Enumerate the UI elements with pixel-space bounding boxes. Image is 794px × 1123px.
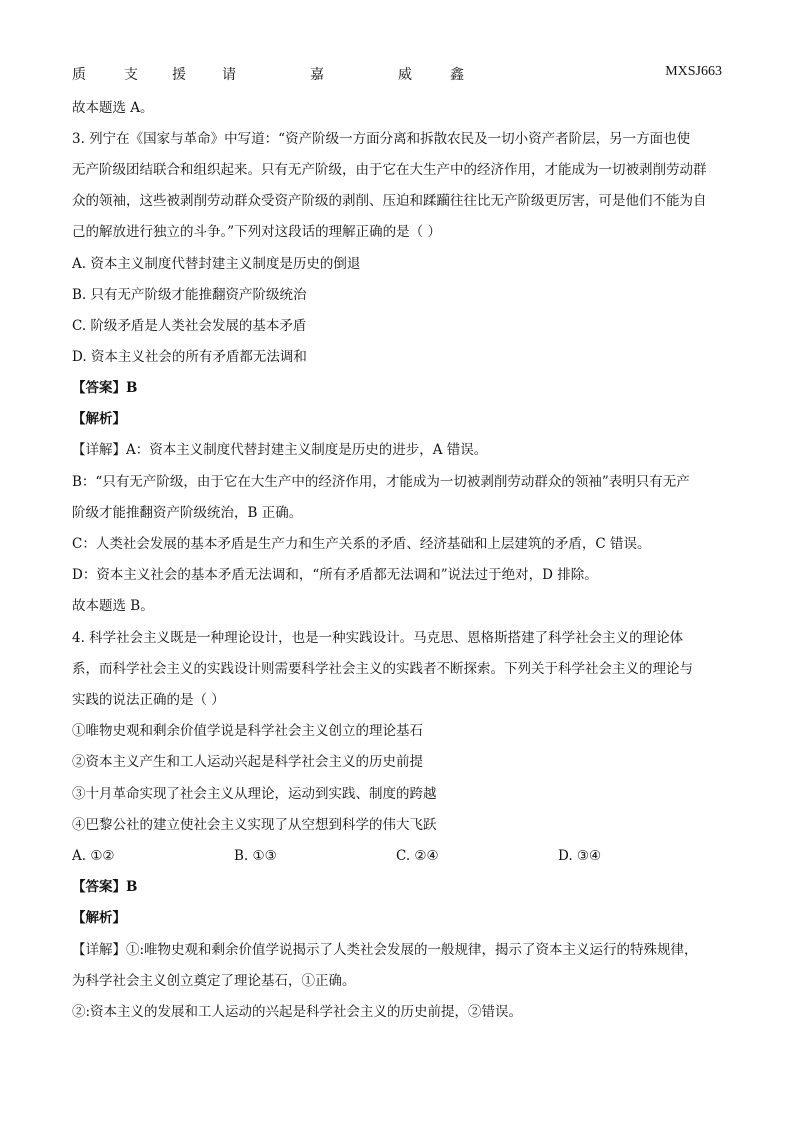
explanation-line: 【详解】A：资本主义制度代替封建主义制度是历史的进步，A 错误。 xyxy=(72,442,488,458)
header-char: 请 xyxy=(222,67,236,83)
text-line: 实践的说法正确的是（ ） xyxy=(72,692,225,708)
analysis-label: 【解析】 xyxy=(72,910,126,926)
choice-d: D. ③④ xyxy=(558,848,602,864)
question-4-line: 4. 科学社会主义既是一种理论设计，也是一种实践设计。马克思、恩格斯搭建了科学社会主义的理论体 xyxy=(72,630,684,646)
text-line: 故本题选 A。 xyxy=(72,100,154,116)
statement-4: ④巴黎公社的建立使社会主义实现了从空想到科学的伟大飞跃 xyxy=(72,817,437,833)
question-3-line: 3. 列宁在《国家与革命》中写道：“资产阶级一方面分离和拆散农民及一切小资产者阶层，另一方面也使 xyxy=(72,131,691,147)
explanation-line: 为科学社会主义创立奠定了理论基石，①正确。 xyxy=(72,973,356,989)
option-b: B. 只有无产阶级才能推翻资产阶级统治 xyxy=(72,287,307,303)
option-c: C. 阶级矛盾是人类社会发展的基本矛盾 xyxy=(72,318,307,334)
statement-3: ③十月革命实现了社会主义从理论，运动到实践、制度的跨越 xyxy=(72,786,437,802)
text-line: 众的领袖，这些被剥削劳动群众受资产阶级的剥削、压迫和蹂躏往往比无产阶级更厉害，可是他们不能为自 xyxy=(72,193,707,209)
choice-a: A. ①② xyxy=(72,848,115,864)
header-char: 质 xyxy=(72,67,86,83)
statement-1: ①唯物史观和剩余价值学说是科学社会主义创立的理论基石 xyxy=(72,723,423,739)
answer-label: 【答案】B xyxy=(72,380,138,396)
text-line: 系，而科学社会主义的实践设计则需要科学社会主义的实践者不断探索。下列关于科学社会主义的理论与 xyxy=(72,661,693,677)
choice-b: B. ①③ xyxy=(234,848,277,864)
header-char: 支 xyxy=(124,67,138,83)
text-line: 己的解放进行独立的斗争。”下列对这段话的理解正确的是（ ） xyxy=(72,224,441,240)
page-header xyxy=(72,64,722,86)
explanation-line: D：资本主义社会的基本矛盾无法调和，“所有矛盾都无法调和”说法过于绝对，D 排除。 xyxy=(72,567,598,583)
explanation-line: 阶级才能推翻资产阶级统治，B 正确。 xyxy=(72,505,303,521)
explanation-line: B：“只有无产阶级，由于它在大生产中的经济作用，才能成为一切被剥削劳动群众的领袖”表明只有无产 xyxy=(72,474,690,490)
document-code: MXSJ663 xyxy=(665,64,722,79)
header-char: 威 xyxy=(398,67,412,83)
text-line: 故本题选 B。 xyxy=(72,598,154,614)
header-char: 嘉 xyxy=(310,67,324,83)
explanation-line: 【详解】①:唯物史观和剩余价值学说揭示了人类社会发展的一般规律，揭示了资本主义运行的特殊规律， xyxy=(72,942,698,958)
header-char: 援 xyxy=(172,67,186,83)
explanation-line: C：人类社会发展的基本矛盾是生产力和生产关系的矛盾、经济基础和上层建筑的矛盾，C 错误。 xyxy=(72,536,651,552)
text-line: 无产阶级团结联合和组织起来。只有无产阶级，由于它在大生产中的经济作用，才能成为一切被剥削劳动群 xyxy=(72,162,707,178)
header-char: 鑫 xyxy=(450,67,464,83)
choice-c: C. ②④ xyxy=(396,848,439,864)
statement-2: ②资本主义产生和工人运动兴起是科学社会主义的历史前提 xyxy=(72,754,423,770)
explanation-line: ②:资本主义的发展和工人运动的兴起是科学社会主义的历史前提，②错误。 xyxy=(72,1004,523,1020)
option-d: D. 资本主义社会的所有矛盾都无法调和 xyxy=(72,349,307,365)
option-a: A. 资本主义制度代替封建主义制度是历史的倒退 xyxy=(72,256,361,272)
answer-label: 【答案】B xyxy=(72,879,138,895)
analysis-label: 【解析】 xyxy=(72,411,126,427)
